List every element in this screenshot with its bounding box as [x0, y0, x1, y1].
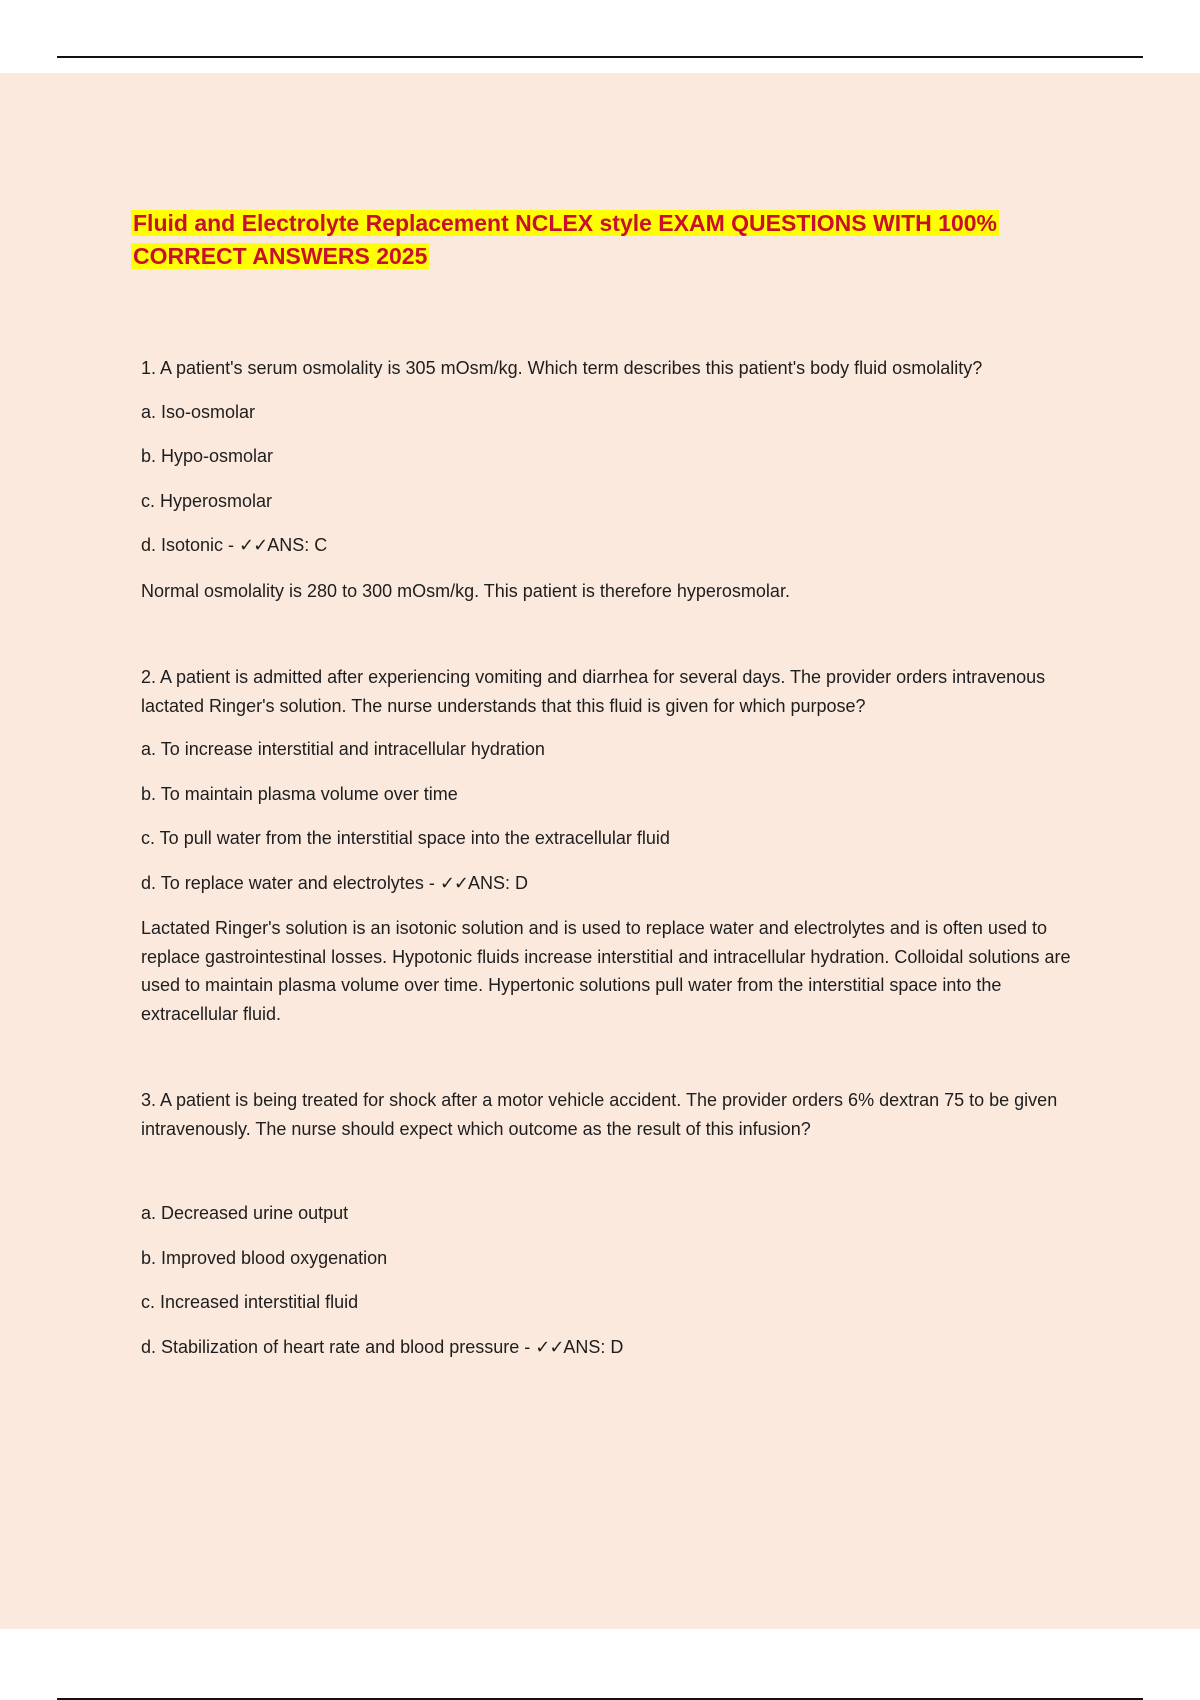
option-c: c. Hyperosmolar	[141, 490, 273, 511]
top-rule	[57, 56, 1143, 58]
option-d-text: d. To replace water and electrolytes -	[141, 872, 440, 893]
option-b: b. Hypo-osmolar	[141, 446, 274, 466]
check-mark-icon: ✓✓	[239, 535, 268, 556]
title-line-2: CORRECT ANSWERS 2025	[133, 243, 428, 269]
option-d-text: d. Isotonic -	[141, 535, 240, 555]
check-mark-icon: ✓✓	[439, 872, 468, 894]
option-d	[141, 869, 1071, 899]
option-c: c. Increased interstitial fluid	[141, 1292, 359, 1312]
option-d	[141, 1333, 1071, 1363]
question-3	[141, 1086, 1071, 1362]
explanation: Normal osmolality is 280 to 300 mOsm/kg. This patient is therefore hyperosmolar.	[141, 580, 790, 601]
title-line-1: Fluid and Electrolyte Replacement NCLEX style EXAM QUESTIONS WITH 100%	[133, 210, 997, 236]
explanation: Lactated Ringer's solution is an isotonic solution and is used to replace water and electrolytes and is often used to replace gastrointestinal losses. Hypotonic fluids increase interstitial and intracellular hydration. Colloidal solutions are used to maintain plasma volume over time. Hypertonic solutions pull water from the interstitial space into the extracellular fluid.	[141, 918, 1071, 1024]
option-a: a. Iso-osmolar	[141, 401, 256, 422]
document-title	[131, 207, 1031, 273]
question-2	[141, 663, 1071, 1028]
option-d-text: d. Stabilization of heart rate and blood pressure -	[141, 1336, 536, 1357]
option-b: b. To maintain plasma volume over time	[141, 783, 458, 804]
question-1	[141, 354, 1071, 605]
answer-label: ANS: C	[267, 535, 328, 555]
answer-label: ANS: D	[563, 1336, 624, 1357]
question-text: 2. A patient is admitted after experiencing vomiting and diarrhea for several days. The provider orders intravenous lactated Ringer's solution. The nurse understands that this fluid is given for which purpose?	[141, 667, 1046, 716]
option-d	[141, 531, 1071, 561]
option-a: a. To increase interstitial and intracellular hydration	[141, 739, 545, 759]
option-c: c. To pull water from the interstitial space into the extracellular fluid	[141, 828, 670, 848]
question-text: 3. A patient is being treated for shock after a motor vehicle accident. The provider orders 6% dextran 75 to be given intravenously. The nurse should expect which outcome as the result of this infusion?	[141, 1090, 1058, 1139]
question-text: 1. A patient's serum osmolality is 305 mOsm/kg. Which term describes this patient's body fluid osmolality?	[141, 358, 983, 378]
document-page	[0, 73, 1200, 1629]
question-list	[141, 354, 1071, 1420]
check-mark-icon: ✓✓	[535, 1336, 564, 1358]
option-a: a. Decreased urine output	[141, 1203, 349, 1223]
answer-label: ANS: D	[468, 872, 529, 893]
option-b: b. Improved blood oxygenation	[141, 1247, 388, 1268]
